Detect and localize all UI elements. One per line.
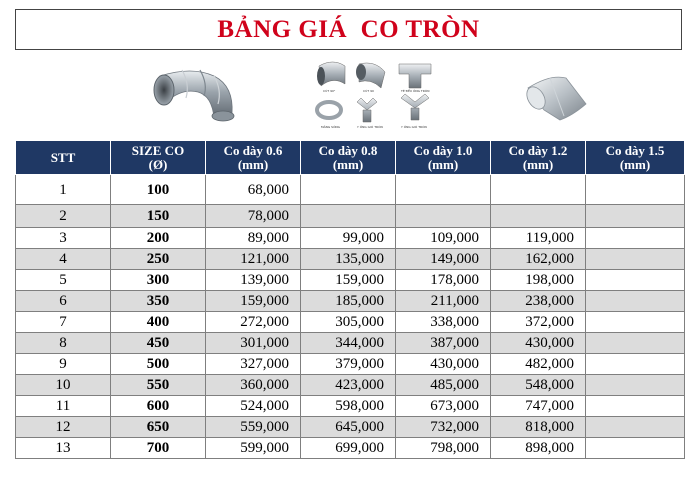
header-thickness-08: Co dày 0.8 (mm) bbox=[301, 141, 396, 175]
cell-price: 344,000 bbox=[301, 333, 396, 354]
cell-price bbox=[396, 205, 491, 228]
cell-price: 272,000 bbox=[206, 312, 301, 333]
cell-price: 238,000 bbox=[491, 291, 586, 312]
label-mangsong: MĂNG SÔNG bbox=[321, 125, 340, 129]
cell-price: 387,000 bbox=[396, 333, 491, 354]
cell-stt: 8 bbox=[16, 333, 111, 354]
cell-size: 550 bbox=[111, 375, 206, 396]
cell-stt: 10 bbox=[16, 375, 111, 396]
cell-size: 150 bbox=[111, 205, 206, 228]
table-row bbox=[16, 396, 685, 417]
cell-price bbox=[586, 375, 685, 396]
header-thickness-12: Co dày 1.2 (mm) bbox=[491, 141, 586, 175]
cell-price: 162,000 bbox=[491, 249, 586, 270]
cell-price bbox=[586, 396, 685, 417]
cell-price: 482,000 bbox=[491, 354, 586, 375]
table-row bbox=[16, 333, 685, 354]
cell-price: 548,000 bbox=[491, 375, 586, 396]
table-row bbox=[16, 438, 685, 459]
cell-price bbox=[586, 417, 685, 438]
cell-price: 198,000 bbox=[491, 270, 586, 291]
cell-stt: 13 bbox=[16, 438, 111, 459]
label-y2: Y ỐNG GIÓ TRÒN bbox=[401, 125, 427, 129]
cell-price: 423,000 bbox=[301, 375, 396, 396]
table-row bbox=[16, 228, 685, 249]
cell-stt: 4 bbox=[16, 249, 111, 270]
cell-price: 485,000 bbox=[396, 375, 491, 396]
table-header-row bbox=[16, 141, 685, 175]
cell-price: 301,000 bbox=[206, 333, 301, 354]
cell-price: 89,000 bbox=[206, 228, 301, 249]
cell-price: 305,000 bbox=[301, 312, 396, 333]
cell-price: 360,000 bbox=[206, 375, 301, 396]
cell-price: 327,000 bbox=[206, 354, 301, 375]
cell-price bbox=[586, 205, 685, 228]
cell-price: 119,000 bbox=[491, 228, 586, 249]
price-table bbox=[15, 140, 685, 459]
cell-stt: 6 bbox=[16, 291, 111, 312]
cell-size: 650 bbox=[111, 417, 206, 438]
cell-price: 121,000 bbox=[206, 249, 301, 270]
cell-size: 250 bbox=[111, 249, 206, 270]
cell-stt: 11 bbox=[16, 396, 111, 417]
cell-price bbox=[586, 333, 685, 354]
cell-price bbox=[396, 175, 491, 205]
header-stt: STT bbox=[16, 141, 111, 175]
cell-price: 559,000 bbox=[206, 417, 301, 438]
table-row bbox=[16, 312, 685, 333]
header-thickness-10: Co dày 1.0 (mm) bbox=[396, 141, 491, 175]
label-cut90: CÚT 90° bbox=[323, 89, 336, 93]
cell-stt: 12 bbox=[16, 417, 111, 438]
elbow-45-photo bbox=[520, 64, 592, 126]
cell-size: 500 bbox=[111, 354, 206, 375]
cell-size: 700 bbox=[111, 438, 206, 459]
cell-size: 400 bbox=[111, 312, 206, 333]
cell-price: 747,000 bbox=[491, 396, 586, 417]
cell-stt: 1 bbox=[16, 175, 111, 205]
cell-stt: 9 bbox=[16, 354, 111, 375]
cell-price bbox=[586, 354, 685, 375]
cell-price: 135,000 bbox=[301, 249, 396, 270]
cell-price: 379,000 bbox=[301, 354, 396, 375]
round-elbow-photo bbox=[142, 62, 242, 124]
cell-price bbox=[301, 175, 396, 205]
cell-stt: 2 bbox=[16, 205, 111, 228]
cell-stt: 3 bbox=[16, 228, 111, 249]
table-row bbox=[16, 249, 685, 270]
label-te: TÊ ĐỀU ỐNG TRÒN bbox=[401, 89, 430, 93]
cell-size: 350 bbox=[111, 291, 206, 312]
cell-price bbox=[586, 228, 685, 249]
cell-price: 149,000 bbox=[396, 249, 491, 270]
header-thickness-15: Co dày 1.5 (mm) bbox=[586, 141, 685, 175]
page-title: BẢNG GIÁ CO TRÒN bbox=[217, 15, 480, 43]
label-cut90b: CÚT 90 bbox=[363, 89, 374, 93]
cell-price bbox=[586, 270, 685, 291]
cell-price: 699,000 bbox=[301, 438, 396, 459]
cell-stt: 5 bbox=[16, 270, 111, 291]
cell-price: 68,000 bbox=[206, 175, 301, 205]
cell-price: 598,000 bbox=[301, 396, 396, 417]
cell-size: 600 bbox=[111, 396, 206, 417]
cell-price: 818,000 bbox=[491, 417, 586, 438]
cell-price: 645,000 bbox=[301, 417, 396, 438]
cell-price: 159,000 bbox=[206, 291, 301, 312]
cell-price bbox=[491, 175, 586, 205]
cell-price: 524,000 bbox=[206, 396, 301, 417]
cell-price: 898,000 bbox=[491, 438, 586, 459]
cell-price: 430,000 bbox=[491, 333, 586, 354]
label-y1: Y ỐNG GIÓ TRÒN bbox=[357, 125, 383, 129]
fittings-collage-photo bbox=[315, 58, 437, 134]
cell-price bbox=[491, 205, 586, 228]
cell-price: 599,000 bbox=[206, 438, 301, 459]
cell-price: 178,000 bbox=[396, 270, 491, 291]
cell-price bbox=[586, 175, 685, 205]
cell-price: 109,000 bbox=[396, 228, 491, 249]
cell-price bbox=[586, 291, 685, 312]
cell-price bbox=[301, 205, 396, 228]
cell-price bbox=[586, 438, 685, 459]
table-row bbox=[16, 205, 685, 228]
cell-price: 372,000 bbox=[491, 312, 586, 333]
cell-price: 430,000 bbox=[396, 354, 491, 375]
header-thickness-06: Co dày 0.6 (mm) bbox=[206, 141, 301, 175]
title-box bbox=[15, 9, 682, 50]
cell-stt: 7 bbox=[16, 312, 111, 333]
table-row bbox=[16, 175, 685, 205]
cell-size: 300 bbox=[111, 270, 206, 291]
cell-size: 450 bbox=[111, 333, 206, 354]
cell-size: 200 bbox=[111, 228, 206, 249]
cell-price: 798,000 bbox=[396, 438, 491, 459]
cell-price: 211,000 bbox=[396, 291, 491, 312]
cell-price: 185,000 bbox=[301, 291, 396, 312]
table-row bbox=[16, 270, 685, 291]
cell-price: 159,000 bbox=[301, 270, 396, 291]
cell-price: 673,000 bbox=[396, 396, 491, 417]
cell-price: 139,000 bbox=[206, 270, 301, 291]
cell-size: 100 bbox=[111, 175, 206, 205]
table-row bbox=[16, 417, 685, 438]
cell-price: 99,000 bbox=[301, 228, 396, 249]
cell-price: 338,000 bbox=[396, 312, 491, 333]
cell-price bbox=[586, 249, 685, 270]
cell-price: 78,000 bbox=[206, 205, 301, 228]
table-row bbox=[16, 354, 685, 375]
cell-price: 732,000 bbox=[396, 417, 491, 438]
header-size: SIZE CO (Ø) bbox=[111, 141, 206, 175]
table-row bbox=[16, 291, 685, 312]
cell-price bbox=[586, 312, 685, 333]
table-row bbox=[16, 375, 685, 396]
